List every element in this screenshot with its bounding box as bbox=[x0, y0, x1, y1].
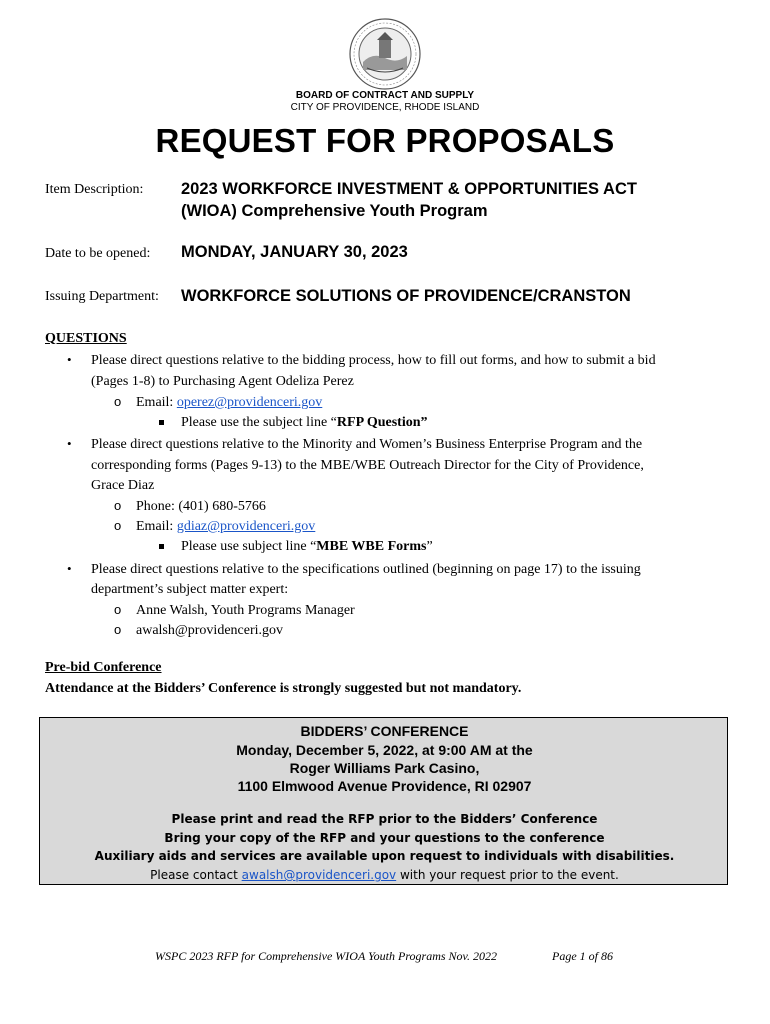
question-bullet-1-line-2: (Pages 1-8) to Purchasing Agent Odeliza Perez bbox=[91, 374, 354, 389]
conference-note-3: Auxiliary aids and services are available upon request to individuals with disabilities. bbox=[94, 849, 675, 863]
email-label: Email: bbox=[136, 519, 177, 534]
issuing-department-value: WORKFORCE SOLUTIONS OF PROVIDENCE/CRANSTON bbox=[181, 287, 631, 305]
item-description-label: Item Description: bbox=[45, 182, 144, 197]
question-bullet-1-email-row bbox=[136, 394, 322, 412]
conference-contact bbox=[40, 868, 729, 882]
date-opened-value: MONDAY, JANUARY 30, 2023 bbox=[181, 243, 408, 261]
subject-text: Please use subject line “ bbox=[181, 539, 317, 554]
question-bullet-2-line-1: Please direct questions relative to the Minority and Women’s Business Enterprise Program and the bbox=[91, 437, 643, 452]
conference-address: 1100 Elmwood Avenue Providence, RI 02907 bbox=[237, 778, 532, 794]
bullet-icon: • bbox=[67, 561, 72, 576]
board-name: BOARD OF CONTRACT AND SUPPLY bbox=[295, 90, 475, 101]
prebid-heading: Pre-bid Conference bbox=[45, 660, 162, 675]
prebid-note: Attendance at the Bidders’ Conference is strongly suggested but not mandatory. bbox=[45, 681, 522, 696]
bullet-icon: • bbox=[67, 352, 72, 367]
bullet-icon: • bbox=[67, 436, 72, 451]
conference-venue: Roger Williams Park Casino, bbox=[289, 760, 480, 776]
bidders-conference-box bbox=[39, 717, 728, 885]
subject-close-quote: ” bbox=[426, 539, 433, 554]
conference-note-2: Bring your copy of the RFP and your questions to the conference bbox=[164, 831, 605, 845]
question-bullet-3-email: awalsh@providenceri.gov bbox=[136, 623, 284, 638]
conference-date: Monday, December 5, 2022, at 9:00 AM at the bbox=[236, 742, 533, 758]
conference-title: BIDDERS’ CONFERENCE bbox=[300, 723, 469, 739]
circle-bullet-icon: o bbox=[114, 622, 122, 637]
footer-page-number: Page 1 of 86 bbox=[552, 949, 613, 963]
issuing-department-label: Issuing Department: bbox=[45, 289, 159, 304]
question-bullet-2-email-row bbox=[136, 518, 315, 536]
footer-document-title: WSPC 2023 RFP for Comprehensive WIOA Youth Programs Nov. 2022 bbox=[155, 949, 497, 963]
city-seal-logo bbox=[349, 18, 421, 90]
contact-text: Please contact bbox=[150, 868, 242, 882]
city-name: CITY OF PROVIDENCE, RHODE ISLAND bbox=[290, 102, 480, 113]
purchasing-email-link[interactable]: operez@providenceri.gov bbox=[176, 395, 323, 410]
conference-email-link[interactable]: awalsh@providenceri.gov bbox=[241, 868, 397, 882]
question-bullet-1-subject bbox=[181, 414, 428, 432]
circle-bullet-icon: o bbox=[114, 602, 122, 617]
subject-bold-text: MBE WBE Forms bbox=[316, 539, 427, 554]
square-bullet-icon bbox=[159, 420, 164, 425]
question-bullet-2-subject bbox=[181, 538, 433, 556]
conference-note-1: Please print and read the RFP prior to the Bidders’ Conference bbox=[171, 812, 598, 826]
question-bullet-1-line-1: Please direct questions relative to the bidding process, how to fill out forms, and how to submit a bid bbox=[91, 353, 656, 368]
question-bullet-3-line-2: department’s subject matter expert: bbox=[91, 582, 289, 597]
question-bullet-3-line-1: Please direct questions relative to the specifications outlined (beginning on page 17) to the issuing bbox=[91, 562, 641, 577]
circle-bullet-icon: o bbox=[114, 518, 122, 533]
email-label: Email: bbox=[136, 395, 177, 410]
circle-bullet-icon: o bbox=[114, 498, 122, 513]
question-bullet-2-line-2: corresponding forms (Pages 9-13) to the MBE/WBE Outreach Director for the City of Providence, bbox=[91, 458, 644, 473]
subject-bold-text: RFP Question” bbox=[336, 415, 428, 430]
subject-text: Please use the subject line “ bbox=[181, 415, 337, 430]
date-opened-label: Date to be opened: bbox=[45, 246, 151, 261]
item-description-value-2: (WIOA) Comprehensive Youth Program bbox=[181, 202, 488, 220]
square-bullet-icon bbox=[159, 544, 164, 549]
contact-text-end: with your request prior to the event. bbox=[396, 868, 619, 882]
mbe-email-link[interactable]: gdiaz@providenceri.gov bbox=[176, 519, 316, 534]
item-description-value-1: 2023 WORKFORCE INVESTMENT & OPPORTUNITIES ACT bbox=[181, 180, 637, 198]
circle-bullet-icon: o bbox=[114, 394, 122, 409]
question-bullet-2-line-3: Grace Diaz bbox=[91, 478, 155, 493]
page-title: REQUEST FOR PROPOSALS bbox=[155, 122, 615, 159]
questions-heading: QUESTIONS bbox=[45, 331, 127, 346]
question-bullet-3-contact: Anne Walsh, Youth Programs Manager bbox=[136, 603, 355, 618]
question-bullet-2-phone: Phone: (401) 680-5766 bbox=[136, 499, 266, 514]
